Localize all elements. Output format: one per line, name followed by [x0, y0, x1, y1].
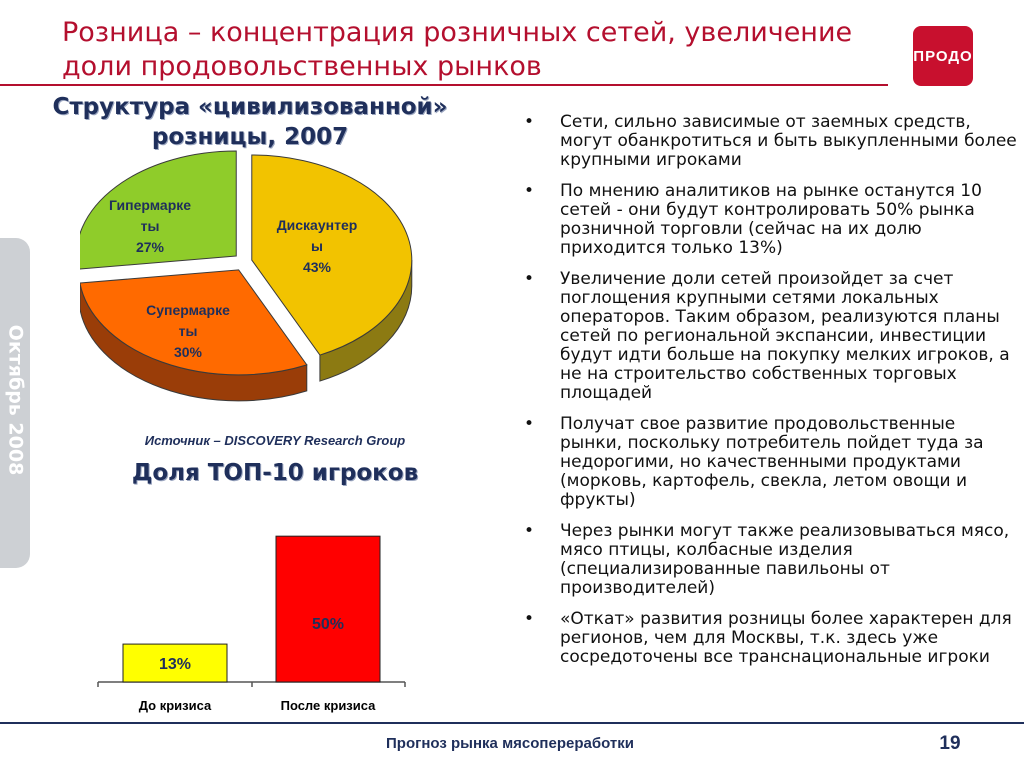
bullet-item: [520, 113, 1018, 170]
bullet-text: Через рынки могут также реализовываться мясо, мясо птицы, колбасные изделия (специализированные павильоны от производителей): [560, 521, 1010, 598]
page-number: 19: [939, 733, 961, 754]
source-note: Источник – DISCOVERY Research Group: [144, 433, 406, 448]
title-divider: [0, 84, 888, 86]
bar-category-label: До кризиса: [138, 698, 212, 713]
bar-value-label: 50%: [311, 616, 345, 634]
bullet-text: «Откат» развития розницы более характерен для регионов, чем для Москвы, т.к. здесь уже сосредоточены все транснациональные игроки: [560, 609, 1012, 667]
bullet-dot: •: [524, 112, 535, 132]
bullet-text: Получат свое развитие продовольственные рынки, поскольку потребитель пойдет туда за недорогими, но качественными продуктами (морковь, картофель, свекла, летом овощи и фрукты): [560, 414, 984, 510]
pie-chart-heading: Структура «цивилизованной» розницы, 2007: [52, 94, 448, 150]
pie-slice-label: Супермарке ты 30%: [146, 302, 230, 360]
bar-category-label: После кризиса: [280, 698, 376, 713]
bullet-dot: •: [524, 181, 535, 201]
bullet-dot: •: [524, 609, 535, 629]
bullet-item: [520, 522, 1018, 598]
bullet-item: [520, 610, 1018, 667]
bullet-dot: •: [524, 269, 535, 289]
side-label: [2, 310, 28, 490]
bar-chart: [90, 495, 420, 720]
bullet-item: [520, 270, 1018, 403]
footer-divider: [0, 722, 1024, 724]
pie-slice-label: Дискаунтер ы 43%: [276, 217, 358, 275]
bullet-item: [520, 182, 1018, 258]
pie-slice-label: Гипермарке ты 27%: [108, 197, 192, 255]
bar-value-label: 13%: [158, 656, 192, 674]
bullet-item: [520, 415, 1018, 510]
side-label-text: Октябрь 2008: [4, 324, 27, 476]
bullet-text: Сети, сильно зависимые от заемных средств, могут обанкротиться и быть выкупленными более крупными игроками: [560, 112, 1017, 170]
pie-chart: [80, 150, 420, 430]
footer-title: Прогноз рынка мясопереработки: [386, 735, 634, 752]
brand-logo: [913, 26, 973, 86]
bullet-text: По мнению аналитиков на рынке останутся 10 сетей - они будут контролировать 50% рынка розничной торговли (сейчас на их долю приходится только 13%): [560, 181, 982, 258]
bullet-dot: •: [524, 414, 535, 434]
bullet-text: Увеличение доли сетей произойдет за счет поглощения крупными сетями локальных операторов. Таким образом, реализуются планы сетей по региональной экспансии, инвестиции будут идти больше на покупку мелких игроков, а не на строительство собственных торговых площадей: [560, 269, 1010, 403]
bullet-list: [520, 113, 1018, 679]
bar-chart-heading: Доля ТОП-10 игроков: [131, 460, 419, 486]
bullet-dot: •: [524, 521, 535, 541]
bar: [276, 536, 380, 682]
logo-text: ПРОДО: [913, 47, 973, 65]
slide-title: Розница – концентрация розничных сетей, увеличение доли продовольственных рынков: [62, 17, 853, 82]
